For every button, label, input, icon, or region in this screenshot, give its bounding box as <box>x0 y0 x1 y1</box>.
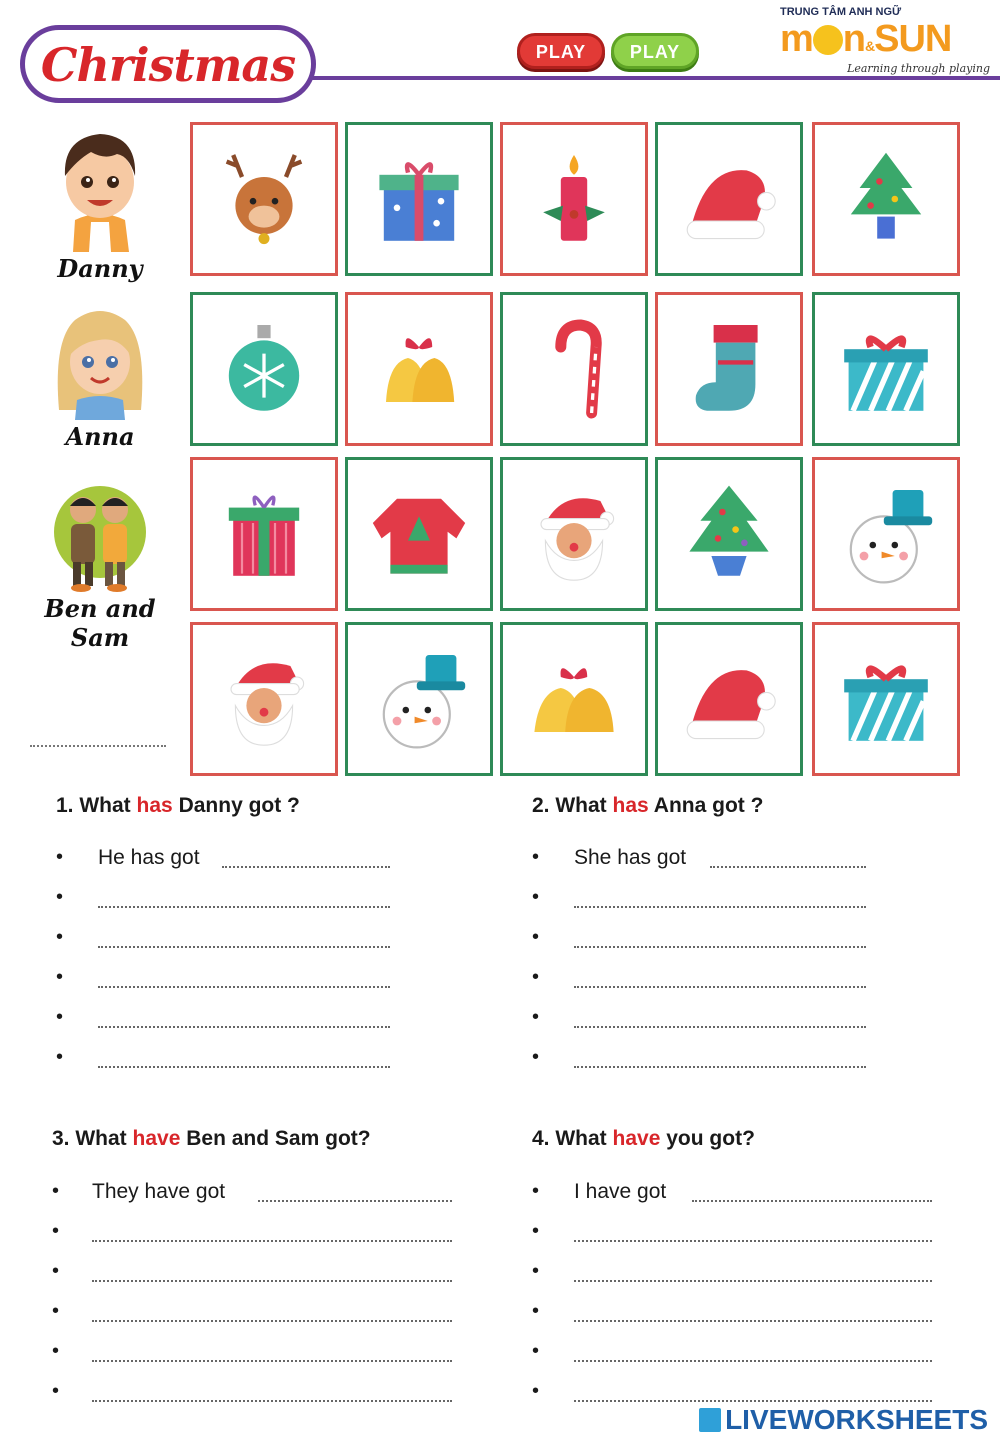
answer-line <box>52 1380 462 1420</box>
answer-blank[interactable] <box>574 1400 932 1402</box>
girl-avatar-icon <box>45 300 155 420</box>
answer-line <box>56 1046 396 1086</box>
play-button-green[interactable]: PLAY <box>611 33 699 69</box>
answer-blank[interactable] <box>98 1066 390 1068</box>
character-anna <box>20 300 180 451</box>
grid-cell[interactable] <box>190 457 338 611</box>
grid-cell[interactable] <box>655 457 803 611</box>
answer-line <box>532 1220 942 1260</box>
answer-line <box>56 1006 396 1046</box>
answer-list-4 <box>532 1180 942 1420</box>
page-title: Christmas <box>40 38 296 92</box>
answer-blank[interactable] <box>222 866 390 868</box>
play-button-red[interactable]: PLAY <box>517 33 605 69</box>
character-ben-and-sam <box>20 480 180 652</box>
grid-cell[interactable] <box>345 457 493 611</box>
grid-cell[interactable] <box>655 122 803 276</box>
answer-line <box>532 1180 942 1220</box>
answer-blank[interactable] <box>692 1200 932 1202</box>
answer-line <box>532 846 872 886</box>
question-verb: has <box>612 794 649 817</box>
logo-main-text: m n&SUN <box>780 18 952 60</box>
grid-cell[interactable] <box>812 122 960 276</box>
question-word: What <box>555 1127 607 1150</box>
answer-dotted-line[interactable] <box>30 745 166 747</box>
liveworksheets-logo-icon <box>699 1408 721 1432</box>
grid-cell[interactable] <box>345 622 493 776</box>
stocking-icon <box>674 314 784 424</box>
santa-face-icon <box>519 479 629 589</box>
grid-cell[interactable] <box>190 292 338 446</box>
answer-line <box>532 1300 942 1340</box>
question-verb: has <box>136 794 173 817</box>
answer-line <box>532 966 872 1006</box>
grid-cell[interactable] <box>190 122 338 276</box>
grid-cell[interactable] <box>500 622 648 776</box>
character-danny <box>20 120 180 283</box>
question-word: What <box>79 794 131 817</box>
answer-line <box>52 1260 462 1300</box>
answer-line <box>52 1340 462 1380</box>
answer-line <box>56 886 396 926</box>
ornament-ball-icon <box>209 314 319 424</box>
answer-line <box>532 926 872 966</box>
question-verb: have <box>132 1127 181 1150</box>
footer-text: LIVEWORKSHEETS <box>725 1404 988 1435</box>
answer-line <box>52 1300 462 1340</box>
answer-blank[interactable] <box>92 1360 452 1362</box>
candy-cane-icon <box>519 314 629 424</box>
question-1 <box>56 794 300 818</box>
question-rest: Ben and Sam got? <box>186 1127 371 1150</box>
answer-blank[interactable] <box>258 1200 452 1202</box>
santa-hat-icon <box>674 644 784 754</box>
answer-blank[interactable] <box>574 1240 932 1242</box>
answer-list-3 <box>52 1180 462 1420</box>
answer-starter: • I have got <box>574 1180 667 1203</box>
grid-cell[interactable] <box>345 292 493 446</box>
gift-box-icon <box>831 314 941 424</box>
gift-box-icon <box>209 479 319 589</box>
answer-blank[interactable] <box>98 1026 390 1028</box>
grid-cell[interactable] <box>500 457 648 611</box>
answer-line <box>52 1180 462 1220</box>
answer-blank[interactable] <box>574 906 866 908</box>
answer-line <box>532 1006 872 1046</box>
answer-blank[interactable] <box>98 946 390 948</box>
question-rest: Danny got ? <box>178 794 300 817</box>
logo-tagline: Learning through playing <box>847 62 990 75</box>
answer-blank[interactable] <box>574 1360 932 1362</box>
snowman-icon <box>364 644 474 754</box>
grid-cell[interactable] <box>812 292 960 446</box>
answer-line <box>532 1260 942 1300</box>
question-2 <box>532 794 763 818</box>
question-word: What <box>75 1127 127 1150</box>
grid-cell[interactable] <box>655 292 803 446</box>
santa-hat-icon <box>674 144 784 254</box>
answer-blank[interactable] <box>574 946 866 948</box>
grid-cell[interactable] <box>655 622 803 776</box>
answer-blank[interactable] <box>574 1026 866 1028</box>
answer-list-1 <box>56 846 396 1086</box>
christmas-tree-icon <box>831 144 941 254</box>
gift-box-icon <box>831 644 941 754</box>
grid-cell[interactable] <box>500 292 648 446</box>
answer-blank[interactable] <box>574 986 866 988</box>
grid-cell[interactable] <box>812 622 960 776</box>
reindeer-icon <box>209 144 319 254</box>
candle-icon <box>519 144 629 254</box>
character-name: Anna <box>65 422 135 451</box>
answer-starter: • They have got <box>92 1180 226 1203</box>
question-3 <box>52 1127 371 1151</box>
logo-top-text: TRUNG TÂM ANH NGỮ <box>780 6 902 18</box>
answer-line <box>52 1220 462 1260</box>
grid-cell[interactable] <box>190 622 338 776</box>
character-name: Ben and Sam <box>44 594 156 652</box>
answer-line <box>532 1046 872 1086</box>
grid-cell[interactable] <box>345 122 493 276</box>
answer-line <box>532 886 872 926</box>
brand-logo <box>778 4 994 76</box>
gift-box-icon <box>364 144 474 254</box>
answer-blank[interactable] <box>574 1320 932 1322</box>
header-divider <box>300 76 1000 80</box>
answer-blank[interactable] <box>574 1280 932 1282</box>
grid-cell[interactable] <box>500 122 648 276</box>
christmas-tree-icon <box>674 479 784 589</box>
answer-line <box>532 1340 942 1380</box>
answer-blank[interactable] <box>92 1400 452 1402</box>
snowman-icon <box>831 479 941 589</box>
bells-icon <box>519 644 629 754</box>
question-4 <box>532 1127 755 1151</box>
question-number: 1. <box>56 794 74 817</box>
question-word: What <box>555 794 607 817</box>
answer-blank[interactable] <box>92 1240 452 1242</box>
liveworksheets-watermark <box>699 1404 988 1436</box>
answer-starter: • He has got <box>98 846 200 869</box>
question-number: 2. <box>532 794 550 817</box>
grid-cell[interactable] <box>812 457 960 611</box>
answer-line <box>56 846 396 886</box>
answer-blank[interactable] <box>92 1320 452 1322</box>
answer-starter: • She has got <box>574 846 687 869</box>
boy-avatar-icon <box>45 120 155 252</box>
christmas-sweater-icon <box>364 479 474 589</box>
question-verb: have <box>612 1127 661 1150</box>
answer-line <box>56 926 396 966</box>
two-boys-avatar-icon <box>45 480 155 592</box>
title-badge <box>20 25 316 103</box>
answer-blank[interactable] <box>92 1280 452 1282</box>
bells-icon <box>364 314 474 424</box>
question-rest: Anna got ? <box>653 794 764 817</box>
question-number: 3. <box>52 1127 70 1150</box>
answer-list-2 <box>532 846 872 1086</box>
answer-blank[interactable] <box>98 906 390 908</box>
character-name: Danny <box>57 254 143 283</box>
answer-blank[interactable] <box>574 1066 866 1068</box>
santa-face-icon <box>209 644 319 754</box>
answer-line <box>56 966 396 1006</box>
question-rest: you got? <box>666 1127 755 1150</box>
question-number: 4. <box>532 1127 550 1150</box>
answer-blank[interactable] <box>98 986 390 988</box>
answer-blank[interactable] <box>710 866 866 868</box>
